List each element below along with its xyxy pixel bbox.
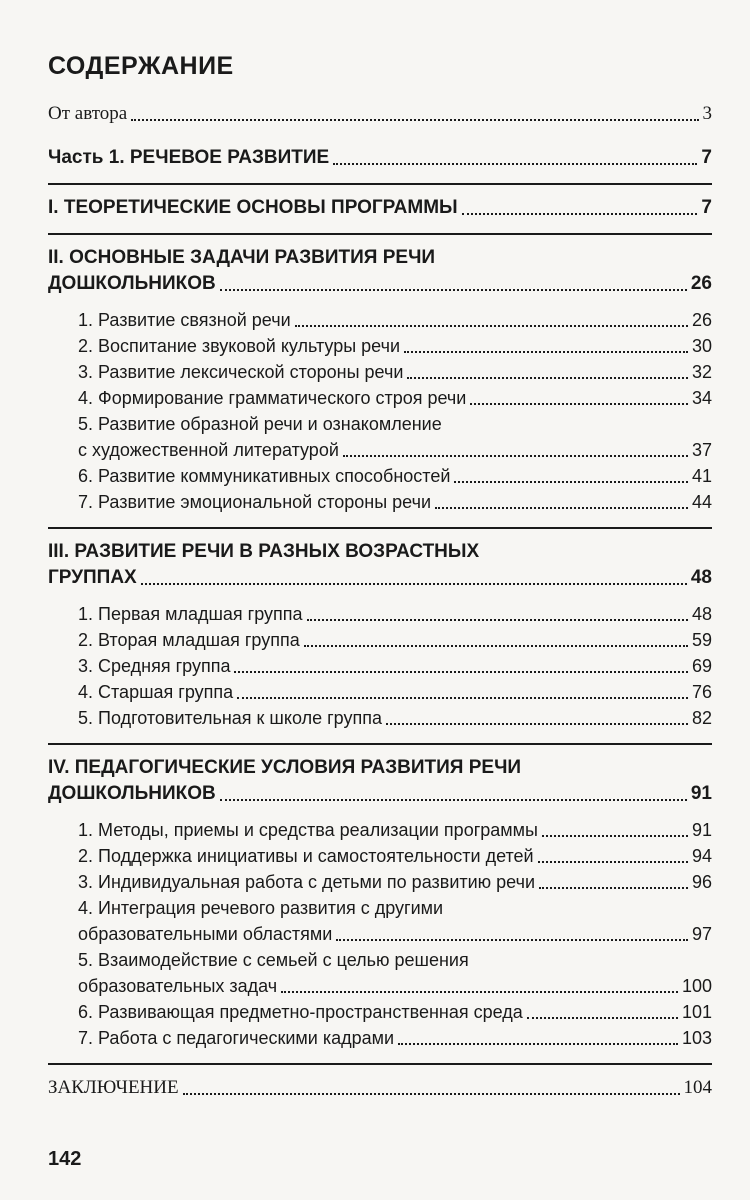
dot-leader [234, 671, 688, 673]
toc-entry-section-3[interactable] [48, 565, 712, 591]
toc-subentry[interactable] [48, 437, 712, 463]
entry-label: I. ТЕОРЕТИЧЕСКИЕ ОСНОВЫ ПРОГРАММЫ [48, 197, 458, 218]
dot-leader [281, 991, 678, 993]
entry-page: 91 [690, 783, 712, 804]
toc-subentry[interactable] [48, 999, 712, 1025]
toc-entry-author-note[interactable] [48, 101, 712, 127]
entry-page: 44 [691, 492, 712, 512]
entry-label: ДОШКОЛЬНИКОВ [48, 783, 216, 804]
toc-entry-section-2[interactable] [48, 271, 712, 297]
entry-label: Часть 1. РЕЧЕВОЕ РАЗВИТИЕ [48, 147, 330, 168]
entry-label: образовательными областями [78, 924, 333, 944]
dot-leader [295, 325, 688, 327]
toc-subentry[interactable] [48, 307, 712, 333]
toc-subentry[interactable] [48, 1025, 712, 1051]
dot-leader [343, 455, 688, 457]
toc-subentry[interactable] [48, 973, 712, 999]
entry-label: 4. Старшая группа [78, 682, 234, 702]
toc-subentry[interactable] [48, 627, 712, 653]
entry-page: 96 [691, 872, 712, 892]
entry-page: 26 [690, 273, 712, 294]
dot-leader [386, 723, 688, 725]
page-title: СОДЕРЖАНИЕ [48, 52, 234, 80]
entry-page: 100 [681, 976, 712, 996]
entry-page: 48 [690, 567, 712, 588]
dot-leader [542, 835, 688, 837]
entry-label: образовательных задач [78, 976, 278, 996]
entry-page: 7 [701, 197, 712, 218]
dot-leader [527, 1017, 678, 1019]
toc-subentry[interactable] [48, 385, 712, 411]
toc-subentry[interactable] [48, 463, 712, 489]
entry-label: 1. Методы, приемы и средства реализации программы [78, 820, 538, 840]
entry-page: 7 [701, 147, 712, 168]
entry-label: 2. Воспитание звуковой культуры речи [78, 336, 401, 356]
dot-leader [220, 799, 687, 801]
dot-leader [539, 887, 688, 889]
entry-page: 104 [683, 1077, 712, 1098]
dot-leader [462, 213, 698, 215]
entry-page: 41 [691, 466, 712, 486]
entry-page: 91 [691, 820, 712, 840]
entry-page: 101 [681, 1002, 712, 1022]
divider [48, 527, 712, 529]
toc-subentry[interactable] [48, 601, 712, 627]
dot-leader [336, 939, 688, 941]
entry-label: ЗАКЛЮЧЕНИЕ [48, 1077, 179, 1098]
entry-label: 6. Развивающая предметно-пространственная среда [78, 1002, 523, 1022]
section-3-list [48, 601, 712, 731]
dot-leader [404, 351, 688, 353]
entry-label: 3. Развитие лексической стороны речи [78, 362, 404, 382]
toc-subentry[interactable] [48, 359, 712, 385]
toc-section-2-heading: II. ОСНОВНЫЕ ЗАДАЧИ РАЗВИТИЯ РЕЧИ [48, 247, 436, 268]
toc-subentry[interactable] [48, 333, 712, 359]
entry-label: 4. Формирование грамматического строя речи [78, 388, 467, 408]
dot-leader [454, 481, 688, 483]
toc-subentry-label-line: 5. Взаимодействие с семьей с целью решения [78, 950, 469, 970]
toc-entry-section-4[interactable] [48, 781, 712, 807]
entry-page: 34 [691, 388, 712, 408]
entry-label: 7. Развитие эмоциональной стороны речи [78, 492, 432, 512]
toc-subentry[interactable] [48, 679, 712, 705]
entry-page: 94 [691, 846, 712, 866]
dot-leader [131, 119, 698, 121]
entry-page: 48 [691, 604, 712, 624]
divider [48, 233, 712, 235]
entry-page: 3 [702, 103, 712, 124]
toc-subentry[interactable] [48, 489, 712, 515]
entry-label: 6. Развитие коммуникативных способностей [78, 466, 451, 486]
entry-page: 59 [691, 630, 712, 650]
entry-page: 26 [691, 310, 712, 330]
entry-label: ДОШКОЛЬНИКОВ [48, 273, 216, 294]
entry-label: 3. Индивидуальная работа с детьми по развитию речи [78, 872, 536, 892]
divider [48, 183, 712, 185]
toc-subentry[interactable] [48, 843, 712, 869]
dot-leader [407, 377, 688, 379]
section-2-list [48, 307, 712, 515]
divider [48, 743, 712, 745]
entry-label: 1. Развитие связной речи [78, 310, 291, 330]
dot-leader [141, 583, 687, 585]
entry-page: 97 [691, 924, 712, 944]
toc-entry-section-1[interactable] [48, 195, 712, 221]
entry-page: 103 [681, 1028, 712, 1048]
entry-label: От автора [48, 103, 128, 124]
dot-leader [435, 507, 688, 509]
dot-leader [220, 289, 687, 291]
dot-leader [307, 619, 688, 621]
entry-page: 37 [691, 440, 712, 460]
entry-label: с художественной литературой [78, 440, 339, 460]
dot-leader [304, 645, 688, 647]
toc-subentry[interactable] [48, 817, 712, 843]
entry-page: 30 [691, 336, 712, 356]
toc-entry-part1[interactable] [48, 145, 712, 171]
entry-label: 5. Подготовительная к школе группа [78, 708, 382, 728]
dot-leader [237, 697, 688, 699]
dot-leader [538, 861, 688, 863]
toc-subentry[interactable] [48, 705, 712, 731]
entry-page: 82 [691, 708, 712, 728]
toc-entry-conclusion[interactable] [48, 1075, 712, 1101]
entry-page: 32 [691, 362, 712, 382]
toc-subentry-label-line: 4. Интеграция речевого развития с другими [78, 898, 444, 918]
toc-subentry[interactable] [48, 869, 712, 895]
entry-page: 69 [691, 656, 712, 676]
toc-section-4-heading: IV. ПЕДАГОГИЧЕСКИЕ УСЛОВИЯ РАЗВИТИЯ РЕЧИ [48, 757, 522, 778]
toc-subentry[interactable] [48, 653, 712, 679]
entry-label: ГРУППАХ [48, 567, 137, 588]
section-4-list [48, 817, 712, 1051]
entry-label: 2. Поддержка инициативы и самостоятельности детей [78, 846, 534, 866]
entry-label: 2. Вторая младшая группа [78, 630, 300, 650]
entry-label: 7. Работа с педагогическими кадрами [78, 1028, 395, 1048]
dot-leader [183, 1093, 680, 1095]
entry-label: 3. Средняя группа [78, 656, 231, 676]
toc-section-3-heading: III. РАЗВИТИЕ РЕЧИ В РАЗНЫХ ВОЗРАСТНЫХ [48, 541, 480, 562]
toc-subentry[interactable] [48, 921, 712, 947]
page-number: 142 [48, 1148, 82, 1170]
dot-leader [333, 163, 697, 165]
entry-label: 1. Первая младшая группа [78, 604, 303, 624]
divider [48, 1063, 712, 1065]
toc-subentry-label-line: 5. Развитие образной речи и ознакомление [78, 414, 442, 434]
dot-leader [470, 403, 688, 405]
dot-leader [398, 1043, 678, 1045]
entry-page: 76 [691, 682, 712, 702]
